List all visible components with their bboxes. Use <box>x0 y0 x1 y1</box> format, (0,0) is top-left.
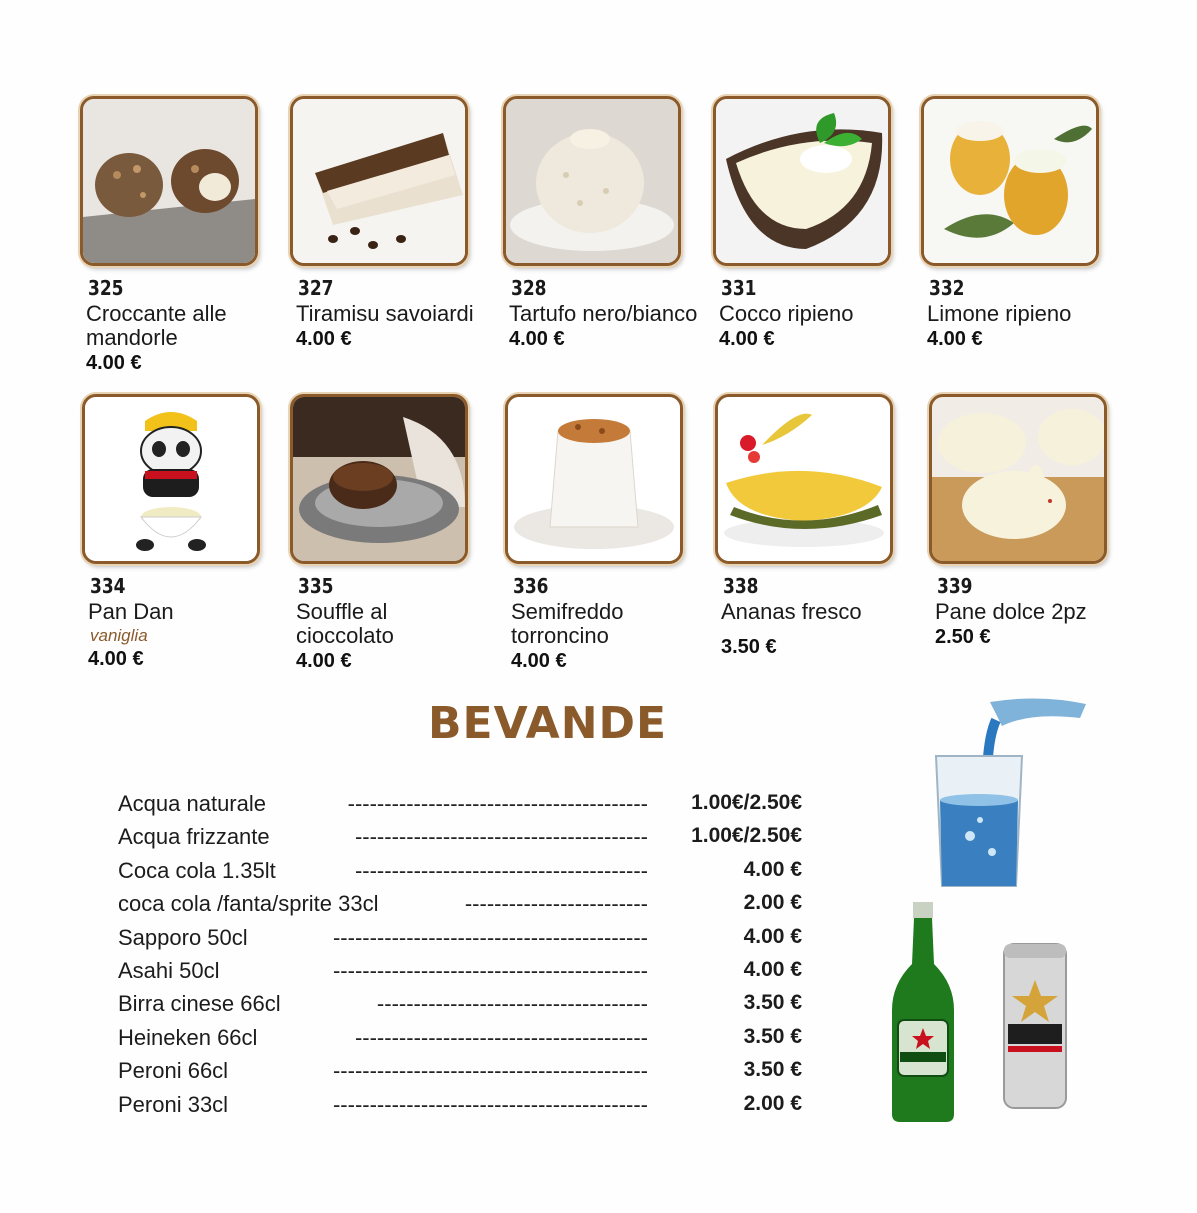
drink-dots: ---------------------------------------- <box>354 1024 648 1050</box>
drink-row <box>118 956 808 989</box>
item-name: Pane dolce 2pz <box>935 599 1087 624</box>
drink-name: coca cola /fanta/sprite 33cl <box>118 891 379 917</box>
drink-dots: ------------------------- <box>464 891 648 917</box>
section-title-bevande: BEVANDE <box>428 698 668 749</box>
item-price: 4.00 € <box>927 328 983 350</box>
item-price: 4.00 € <box>719 328 775 350</box>
dessert-item <box>505 394 705 673</box>
item-name: Souffle al cioccolato <box>296 599 394 648</box>
dessert-item <box>290 96 490 351</box>
item-number: 331 <box>721 276 757 300</box>
semifreddo-icon <box>508 397 680 561</box>
tartufo-icon <box>506 99 678 263</box>
souffle-image <box>290 394 468 564</box>
drink-dots: ------------------------------------------- <box>332 1058 648 1084</box>
drink-row <box>118 789 808 822</box>
water-glass-image <box>930 696 1090 896</box>
item-number: 325 <box>88 276 124 300</box>
cocco-icon <box>716 99 888 263</box>
tartufo-image <box>503 96 681 266</box>
drink-name: Asahi 50cl <box>118 957 220 983</box>
item-name: Ananas fresco <box>721 599 862 624</box>
drink-name: Acqua frizzante <box>118 824 270 850</box>
croccante-icon <box>83 99 255 263</box>
drink-row <box>118 989 808 1022</box>
drink-dots: ------------------------------------------- <box>332 957 648 983</box>
drink-price: 1.00€/2.50€ <box>691 791 802 814</box>
item-name: Pan Dan <box>88 599 174 624</box>
item-number: 339 <box>937 574 973 598</box>
drink-row <box>118 1090 808 1123</box>
tiramisu-icon <box>293 99 465 263</box>
item-name: Croccante alle mandorle <box>86 301 227 350</box>
item-price: 2.50 € <box>935 626 991 648</box>
drink-price: 4.00 € <box>743 857 802 881</box>
item-number: 328 <box>511 276 547 300</box>
drink-row <box>118 822 808 855</box>
item-price: 4.00 € <box>511 650 567 672</box>
dessert-item <box>929 394 1129 649</box>
souffle-icon <box>293 397 465 561</box>
limone-image <box>921 96 1099 266</box>
drink-dots: ------------------------------------------- <box>332 1091 648 1117</box>
pandan-image <box>82 394 260 564</box>
item-number: 335 <box>298 574 334 598</box>
item-number: 332 <box>929 276 965 300</box>
sapporo-can-image <box>1000 940 1070 1112</box>
dessert-item <box>715 394 915 659</box>
dessert-item <box>290 394 490 673</box>
item-price: 4.00 € <box>88 648 144 670</box>
sapporo-can-icon <box>1000 940 1070 1112</box>
drink-dots: ------------------------------------- <box>376 991 648 1017</box>
item-price: 4.00 € <box>296 650 352 672</box>
dessert-item <box>80 96 280 375</box>
item-price: 4.00 € <box>296 328 352 350</box>
drink-price: 2.00 € <box>743 891 802 915</box>
drink-price: 2.00 € <box>743 1091 802 1115</box>
dessert-item <box>921 96 1121 351</box>
drink-name: Peroni 66cl <box>118 1058 229 1084</box>
drink-row <box>118 856 808 889</box>
dessert-item <box>82 394 282 671</box>
pane-dolce-icon <box>932 397 1104 561</box>
drink-dots: ---------------------------------------- <box>354 824 648 850</box>
semifreddo-image <box>505 394 683 564</box>
drink-row <box>118 923 808 956</box>
drink-name: Peroni 33cl <box>118 1091 229 1117</box>
drink-row <box>118 889 808 922</box>
item-number: 336 <box>513 574 549 598</box>
item-name: Semifreddo torroncino <box>511 599 624 648</box>
heineken-bottle-icon <box>888 900 958 1124</box>
drink-name: Coca cola 1.35lt <box>118 857 276 883</box>
tiramisu-image <box>290 96 468 266</box>
drink-price: 3.50 € <box>743 991 802 1015</box>
drinks-list <box>118 789 808 1123</box>
drink-row <box>118 1023 808 1056</box>
ananas-icon <box>718 397 890 561</box>
item-price: 4.00 € <box>509 328 565 350</box>
item-number: 334 <box>90 574 126 598</box>
drink-price: 4.00 € <box>743 957 802 981</box>
drink-name: Acqua naturale <box>118 791 266 816</box>
pandan-icon <box>85 397 257 561</box>
drink-dots: ------------------------------------------- <box>332 924 648 950</box>
item-name: Tiramisu savoiardi <box>296 301 474 326</box>
item-price: 4.00 € <box>86 352 142 374</box>
drink-dots: ----------------------------------------- <box>347 791 648 816</box>
drink-name: Birra cinese 66cl <box>118 991 281 1017</box>
drink-row <box>118 1056 808 1089</box>
drink-price: 4.00 € <box>743 924 802 948</box>
heineken-bottle-image <box>888 900 958 1124</box>
dessert-item <box>503 96 703 351</box>
water-glass-icon <box>930 696 1090 896</box>
item-name: Limone ripieno <box>927 301 1072 326</box>
limone-icon <box>924 99 1096 263</box>
item-name: Cocco ripieno <box>719 301 854 326</box>
croccante-image <box>80 96 258 266</box>
drink-dots: ---------------------------------------- <box>354 857 648 883</box>
drink-name: Sapporo 50cl <box>118 924 248 950</box>
item-note: vaniglia <box>90 626 148 645</box>
pane-dolce-image <box>929 394 1107 564</box>
ananas-image <box>715 394 893 564</box>
item-number: 327 <box>298 276 334 300</box>
cocco-image <box>713 96 891 266</box>
item-name: Tartufo nero/bianco <box>509 301 698 326</box>
drink-name: Heineken 66cl <box>118 1024 258 1050</box>
dessert-item <box>713 96 913 351</box>
drink-price: 3.50 € <box>743 1024 802 1048</box>
item-number: 338 <box>723 574 759 598</box>
drink-price: 1.00€/2.50€ <box>691 824 802 848</box>
item-price: 3.50 € <box>721 636 777 658</box>
drink-price: 3.50 € <box>743 1058 802 1082</box>
